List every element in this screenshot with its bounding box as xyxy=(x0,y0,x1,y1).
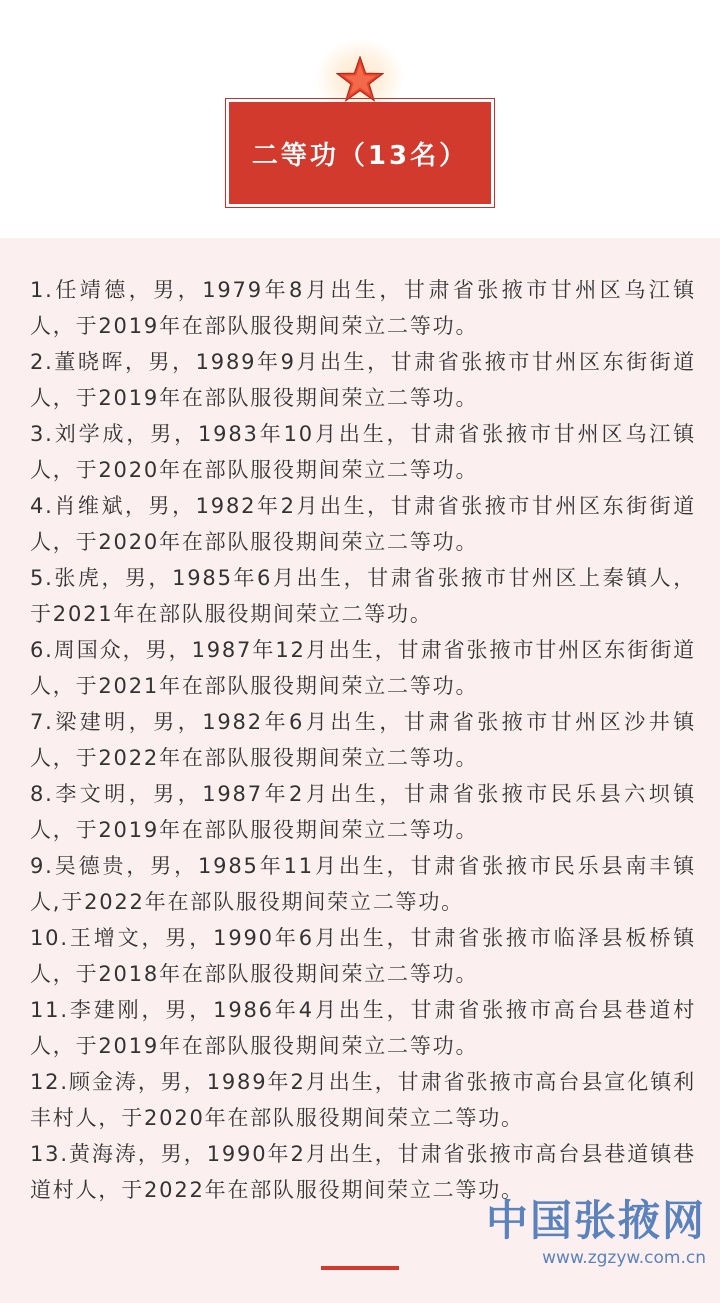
header xyxy=(0,0,720,238)
title-box xyxy=(229,102,491,204)
list-item: 9.吴德贵，男，1985年11月出生，甘肃省张掖市民乐县南丰镇人,于2022年在部队服役期间荣立二等功。 xyxy=(30,854,696,914)
list-item: 5.张虎，男，1985年6月出生，甘肃省张掖市甘州区上秦镇人，于2021年在部队服役期间荣立二等功。 xyxy=(30,566,696,626)
list-item: 4.肖维斌，男，1982年2月出生，甘肃省张掖市甘州区东街街道人，于2020年在部队服役期间荣立二等功。 xyxy=(30,494,696,554)
list-item: 8.李文明，男，1987年2月出生，甘肃省张掖市民乐县六坝镇人，于2019年在部队服役期间荣立二等功。 xyxy=(30,782,696,842)
list-item: 1.任靖德，男，1979年8月出生，甘肃省张掖市甘州区乌江镇人，于2019年在部队服役期间荣立二等功。 xyxy=(30,278,696,338)
awardee-section xyxy=(0,238,720,1303)
list-item: 11.李建刚，男，1986年4月出生，甘肃省张掖市高台县巷道村人，于2019年在部队服役期间荣立二等功。 xyxy=(30,998,696,1058)
list-item: 7.梁建明，男，1982年6月出生，甘肃省张掖市甘州区沙井镇人，于2022年在部队服役期间荣立二等功。 xyxy=(30,710,696,770)
list-item: 6.周国众，男，1987年12月出生，甘肃省张掖市甘州区东街街道人，于2021年在部队服役期间荣立二等功。 xyxy=(30,638,696,698)
star-icon xyxy=(336,56,384,102)
watermark-name: 中国张掖网 xyxy=(485,1196,706,1245)
list-item: 13.黄海涛，男，1990年2月出生，甘肃省张掖市高台县巷道镇巷道村人，于2022年在部队服役期间荣立二等功。 xyxy=(30,1142,696,1202)
watermark-url: www.zgzyw.com.cn xyxy=(542,1248,706,1268)
watermark xyxy=(486,1196,706,1270)
awardee-list xyxy=(30,272,696,1208)
bottom-divider xyxy=(321,1266,399,1270)
section-title: 二等功（13名） xyxy=(251,140,469,171)
list-item: 2.董晓晖，男，1989年9月出生，甘肃省张掖市甘州区东街街道人，于2019年在部队服役期间荣立二等功。 xyxy=(30,350,696,410)
list-item: 3.刘学成，男，1983年10月出生，甘肃省张掖市甘州区乌江镇人，于2020年在部队服役期间荣立二等功。 xyxy=(30,422,696,482)
list-item: 10.王增文，男，1990年6月出生，甘肃省张掖市临泽县板桥镇人，于2018年在部队服役期间荣立二等功。 xyxy=(30,926,696,986)
title-frame xyxy=(225,98,495,208)
list-item: 12.顾金涛，男，1989年2月出生，甘肃省张掖市高台县宣化镇利丰村人，于2020年在部队服役期间荣立二等功。 xyxy=(30,1070,696,1130)
